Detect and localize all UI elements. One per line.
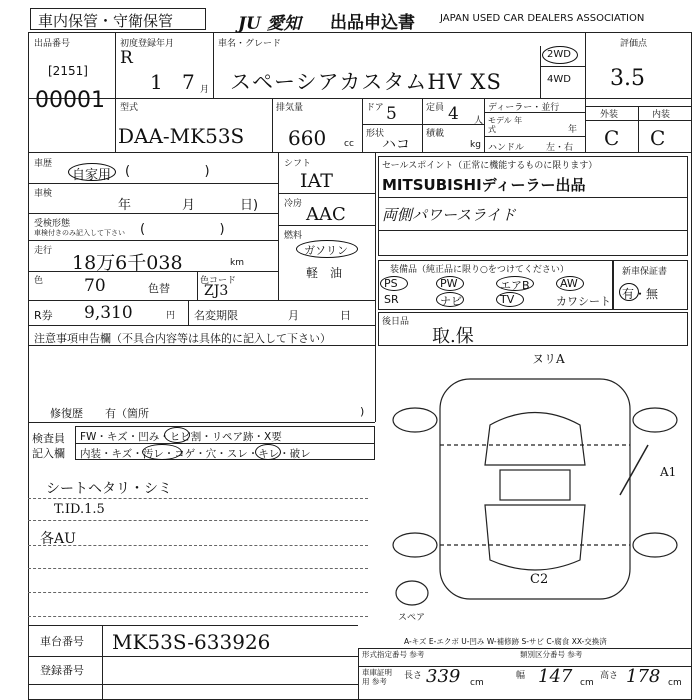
color-code-label: 色コード [200, 276, 237, 286]
color-swap: 色替 [148, 282, 170, 295]
capacity-label: 定員 [426, 103, 445, 113]
length-label: 長さ [404, 671, 423, 681]
drive-4wd: 4WD [547, 74, 571, 85]
damage-legend: A-キズ E-エクボ U-凹み W-補修跡 S-サビ C-腐食 XX-交換済 [404, 637, 607, 646]
notes-label: 注意事項申告欄（不具合内容等は具体的に記入して下さい） [34, 332, 331, 345]
remark-1: シートヘタリ・シミ [46, 481, 172, 497]
shift-value: IAT [300, 170, 333, 192]
handle-label: ハンドル [488, 143, 525, 153]
front-left-tire [393, 408, 437, 432]
length-value: 339 [426, 666, 461, 687]
model-value: DAA-MK53S [118, 124, 245, 148]
car-diagram [380, 345, 690, 635]
equipment-item: PS [384, 277, 398, 290]
model-year-unit: 年 [568, 125, 578, 135]
equipment-item: エアB [500, 279, 530, 292]
width-unit: cm [580, 678, 594, 688]
lot-label: 出品番号 [34, 39, 71, 49]
displacement-label: 排気量 [276, 103, 304, 113]
evaluation-score: 3.5 [610, 66, 645, 91]
recycle-value: 9,310 [84, 303, 133, 323]
registration-month: 7 [182, 70, 195, 94]
mileage-label: 走行 [34, 246, 53, 256]
equipment-item: カワシート [556, 295, 611, 308]
rear-left-tire [393, 533, 437, 557]
diagram-top-label: ヌリA [532, 352, 565, 366]
drive-2wd: 2WD [547, 49, 571, 60]
inspector-row-2: 内装・キズ・汚レ・コゲ・穴・スレ・キレ・破レ [80, 448, 311, 460]
sales-point-line2: 両側パワースライド [382, 206, 516, 224]
registration-label: 初度登録年月 [120, 39, 175, 49]
displacement-value: 660 [288, 126, 327, 150]
car-name: スペーシアカスタムHV XS [230, 70, 502, 94]
mileage-unit: km [230, 258, 244, 268]
inspector-circle-dent [164, 427, 190, 443]
warranty-value: 有・無 [622, 287, 659, 301]
diagram-bottom-label: C2 [530, 572, 549, 587]
receive-note: 車検付きのみ記入して下さい [34, 229, 125, 237]
ju-logo [238, 9, 301, 34]
exterior-grade: C [604, 126, 620, 150]
height-unit: cm [668, 678, 682, 688]
interior-grade: C [650, 126, 666, 150]
registration-era: R [120, 48, 133, 68]
displacement-unit: cc [344, 139, 354, 149]
doors-label: ドア [366, 103, 384, 113]
inspector-circle-dirt [142, 444, 182, 460]
shift-label: シフト [284, 159, 312, 169]
registration-month-unit: 月 [200, 85, 210, 95]
inspector-label-2: 記入欄 [32, 447, 65, 460]
height-label: 高さ [600, 671, 619, 681]
sales-point-line1: MITSUBISHIディーラー出品 [382, 176, 586, 194]
diagram-right-label: A1 [660, 465, 677, 479]
name-change-day: 日 [340, 309, 351, 322]
load-unit: kg [470, 140, 481, 150]
cooler-value: AAC [306, 204, 346, 225]
shape-label: 形状 [366, 129, 385, 139]
color-label: 色 [34, 276, 44, 286]
name-change-label: 名変期限 [194, 309, 238, 322]
equipment-label: 装備品（純正品に限り○をつけてください） [390, 265, 569, 275]
fuel-gasoline: ガソリン [304, 244, 348, 257]
equipment-circle [436, 276, 464, 291]
inspector-label-1: 検査員 [32, 432, 65, 445]
inspector-row-1: FW・キズ・凹み・ヒビ割・リペア跡・X要 [80, 431, 282, 443]
dim-label-1: 形式指定番号 参考 [362, 650, 425, 659]
association-name: JAPAN USED CAR DEALERS ASSOCIATION [440, 13, 645, 24]
chassis-label: 車台番号 [40, 635, 84, 648]
inspection-year: 年 [118, 198, 132, 213]
logo-text: JU 愛知 [238, 14, 301, 34]
doors-value: 5 [386, 104, 397, 124]
dim-label-2: 類別区分番号 参考 [520, 650, 583, 659]
receive-paren: ( ) [140, 222, 225, 237]
lot-number: 00001 [35, 88, 105, 113]
recycle-unit: 円 [166, 311, 176, 321]
length-unit: cm [470, 678, 484, 688]
roof [500, 470, 570, 500]
lot-code: [2151] [48, 64, 88, 78]
width-value: 147 [538, 666, 573, 687]
rear-right-tire [633, 533, 677, 557]
equipment-item: ナビ [440, 295, 462, 308]
windshield [485, 413, 585, 466]
dealer-label: ディーラー・並行 [488, 103, 560, 113]
exterior-label: 外装 [600, 110, 619, 120]
history-value: 自家用 [72, 168, 112, 183]
color-value: 70 [84, 276, 106, 296]
remark-2: T.ID.1.5 [54, 502, 105, 517]
model-year-label: モデル 年式 [488, 116, 523, 134]
history-paren: ( ) [125, 164, 210, 179]
inspector-circle-wear [255, 444, 281, 460]
form-title: 出品申込書 [330, 13, 415, 33]
equipment-item: AW [560, 277, 578, 290]
repair-paren-close: ) [360, 405, 365, 418]
height-value: 178 [626, 666, 661, 687]
model-label: 型式 [120, 103, 139, 113]
equipment-item: TV [500, 293, 515, 306]
fuel-label: 燃料 [284, 231, 303, 241]
recycle-label: R券 [34, 309, 53, 322]
inspection-month: 月 [182, 198, 196, 213]
receive-label: 受検形態 [34, 219, 71, 229]
spare-label: スペア [398, 613, 426, 623]
registration-year: 1 [150, 70, 163, 94]
evaluation-label: 評価点 [620, 39, 648, 49]
equipment-circle [436, 292, 464, 307]
back-seat-label: 後日品 [382, 317, 410, 327]
capacity-value: 4 [448, 104, 459, 124]
equipment-circle [380, 276, 408, 291]
name-label: 車名・グレード [218, 39, 282, 49]
interior-label: 内装 [652, 110, 671, 120]
repair-label: 修復歴 有（箇所 [50, 407, 149, 420]
remark-3: 各AU [40, 531, 76, 547]
front-right-tire [633, 408, 677, 432]
warranty-label: 新車保証書 [622, 267, 668, 277]
equipment-circle [496, 292, 524, 307]
equipment-circle [496, 276, 534, 291]
mileage-value: 18万6千038 [72, 252, 183, 274]
equipment-item: SR [384, 293, 399, 306]
load-label: 積載 [426, 129, 445, 139]
spare-tire [396, 581, 428, 605]
inspection-label: 車検 [34, 189, 53, 199]
chassis-value: MK53S-633926 [112, 630, 271, 654]
back-seat-value: 取.保 [432, 326, 474, 347]
fuel-diesel: 軽 油 [306, 266, 343, 280]
dim-cert: 車庫証明用 参考 [362, 668, 392, 686]
equipment-item: PW [440, 277, 458, 290]
name-change-month: 月 [288, 309, 299, 322]
width-label: 幅 [516, 671, 526, 681]
inspection-day: 日) [240, 198, 259, 213]
reg-number-label: 登録番号 [40, 664, 84, 677]
handle-options: 左・右 [546, 143, 574, 153]
history-label: 車歴 [34, 159, 53, 169]
capacity-unit: 人 [474, 116, 484, 126]
rear-window [485, 505, 585, 570]
back-seat-box [378, 312, 688, 346]
storage-label: 車内保管・守衛保管 [38, 12, 174, 30]
equipment-circle [556, 276, 584, 291]
sales-point-label: セールスポイント（正常に機能するものに限ります） [382, 161, 598, 171]
cooler-label: 冷房 [284, 199, 303, 209]
shape-value: ハコ [382, 137, 410, 153]
color-code: ZJ3 [204, 283, 229, 299]
